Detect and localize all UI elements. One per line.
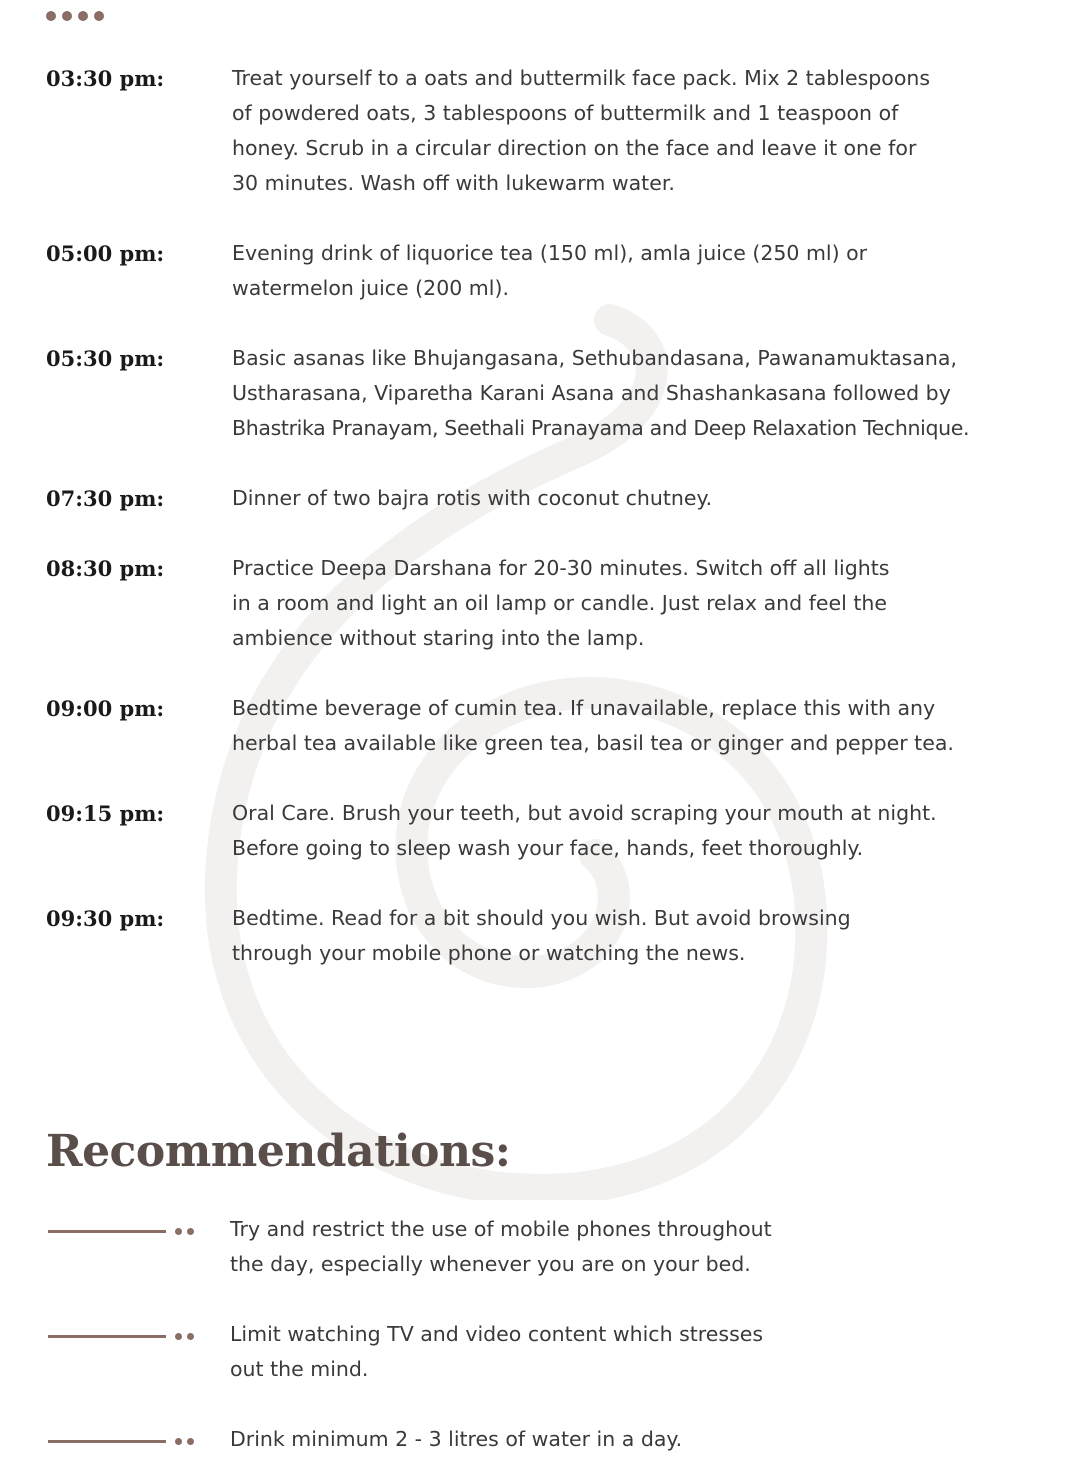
description-line: Bedtime. Read for a bit should you wish. But avoid browsing — [232, 906, 851, 930]
schedule-description — [232, 236, 1072, 306]
dot-icon — [78, 11, 88, 21]
description-line: 30 minutes. Wash off with lukewarm water. — [232, 171, 675, 195]
description-line: Practice Deepa Darshana for 20-30 minutes. Switch off all lights — [232, 556, 890, 580]
description-line: Before going to sleep wash your face, hands, feet thoroughly. — [232, 836, 864, 860]
description-line: herbal tea available like green tea, basil tea or ginger and pepper tea. — [232, 731, 954, 755]
description-line: through your mobile phone or watching the news. — [232, 941, 746, 965]
recommendation-text — [230, 1212, 772, 1282]
schedule-description — [232, 341, 1072, 446]
schedule-description — [232, 691, 1072, 761]
description-line: honey. Scrub in a circular direction on the face and leave it one for — [232, 136, 917, 160]
schedule-time: 09:30 pm: — [46, 906, 165, 931]
schedule-description — [232, 551, 1072, 656]
schedule-time: 05:00 pm: — [46, 241, 165, 266]
recommendation-text — [230, 1317, 763, 1387]
description-line: Basic asanas like Bhujangasana, Sethubandasana, Pawanamuktasana, — [232, 346, 957, 370]
schedule-time: 03:30 pm: — [46, 66, 165, 91]
schedule-description — [232, 61, 1072, 201]
schedule-time: 09:15 pm: — [46, 801, 165, 826]
dot-icon — [94, 11, 104, 21]
recommendations-heading: Recommendations: — [46, 1126, 511, 1177]
description-line: in a room and light an oil lamp or candle. Just relax and feel the — [232, 591, 887, 615]
schedule-time: 05:30 pm: — [46, 346, 165, 371]
line-bullet-icon — [48, 1333, 198, 1341]
description-line: ambience without staring into the lamp. — [232, 626, 645, 650]
dot-icon — [46, 11, 56, 21]
description-line: Oral Care. Brush your teeth, but avoid scraping your mouth at night. — [232, 801, 937, 825]
schedule-description — [232, 901, 1072, 971]
description-line: Dinner of two bajra rotis with coconut chutney. — [232, 486, 713, 510]
description-line: Bedtime beverage of cumin tea. If unavailable, replace this with any — [232, 696, 936, 720]
dot-icon — [62, 11, 72, 21]
description-line: Ustharasana, Viparetha Karani Asana and Shashankasana followed by — [232, 381, 951, 405]
schedule-description — [232, 481, 1072, 516]
description-line: watermelon juice (200 ml). — [232, 276, 509, 300]
schedule-time: 07:30 pm: — [46, 486, 165, 511]
description-line: Bhastrika Pranayam, Seethali Pranayama and Deep Relaxation Technique. — [232, 416, 970, 440]
description-line: Treat yourself to a oats and buttermilk face pack. Mix 2 tablespoons — [232, 66, 931, 90]
line-bullet-icon — [48, 1438, 198, 1446]
recommendation-line: out the mind. — [230, 1357, 369, 1381]
schedule-description — [232, 796, 1072, 866]
line-bullet-icon — [48, 1228, 198, 1236]
recommendation-line: Try and restrict the use of mobile phones throughout — [230, 1217, 772, 1241]
decorative-dots — [46, 11, 104, 21]
recommendation-line: Limit watching TV and video content which stresses — [230, 1322, 764, 1346]
schedule-time: 09:00 pm: — [46, 696, 165, 721]
recommendation-line: the day, especially whenever you are on your bed. — [230, 1252, 751, 1276]
description-line: Evening drink of liquorice tea (150 ml), amla juice (250 ml) or — [232, 241, 868, 265]
description-line: of powdered oats, 3 tablespoons of buttermilk and 1 teaspoon of — [232, 101, 899, 125]
schedule-time: 08:30 pm: — [46, 556, 165, 581]
recommendation-line: Drink minimum 2 - 3 litres of water in a day. — [230, 1427, 683, 1451]
recommendation-text — [230, 1422, 682, 1457]
